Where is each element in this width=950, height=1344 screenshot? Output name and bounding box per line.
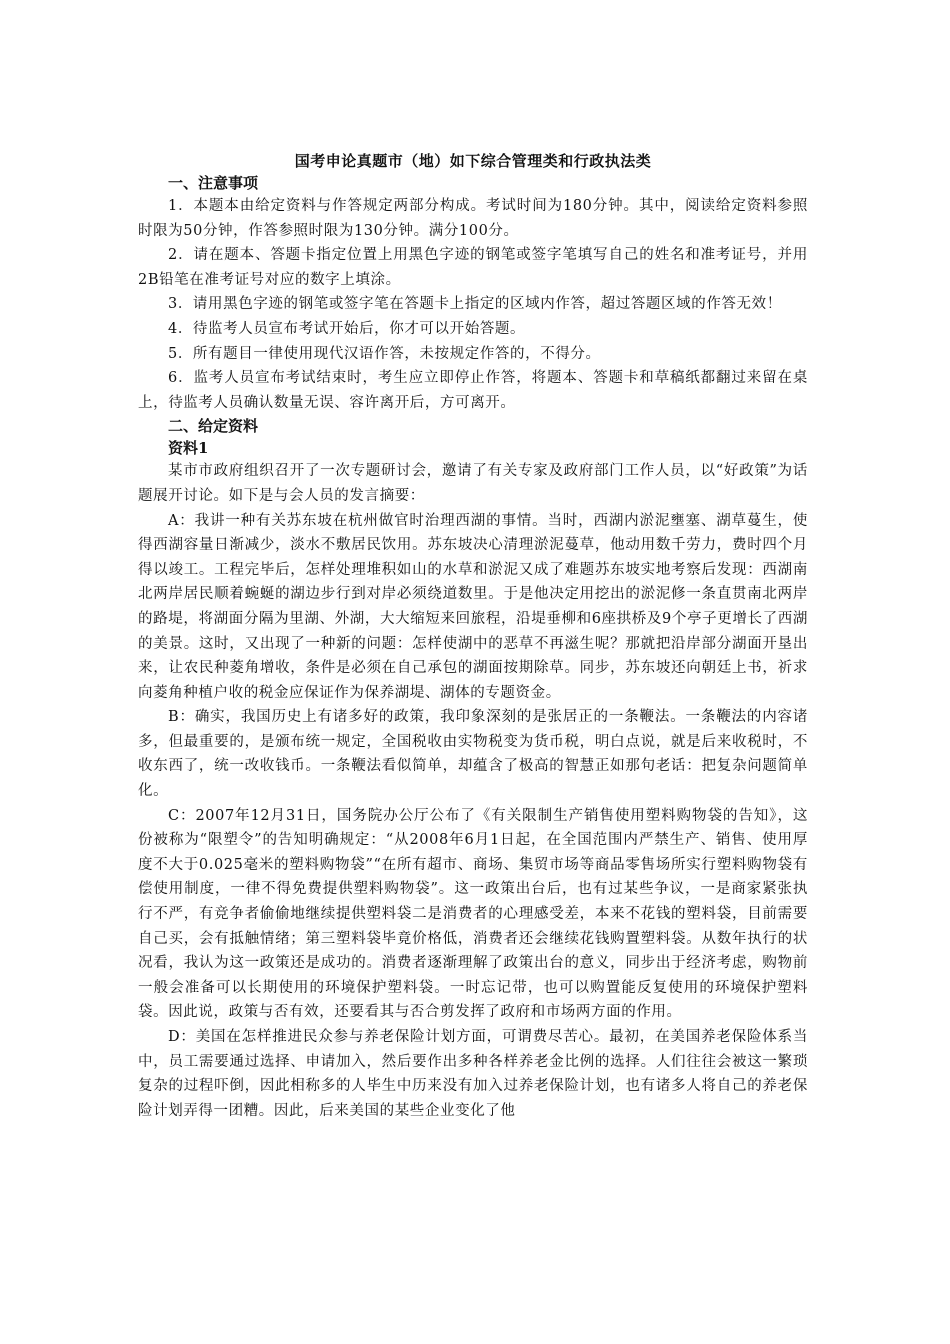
note-item: 4．待监考人员宣布考试开始后，你才可以开始答题。 (168, 320, 526, 337)
material-paragraph: C：2007年12月31日，国务院办公厅公布了《有关限制生产销售使用塑料购物袋的告知》，这份被称为“限塑令”的告知明确规定：“从2008年6月1日起，在全国范围内严禁生产、销售、使用厚度不大于0.025毫米的塑料购物袋”“在所有超市、商场、集贸市场等商品零售场所实行塑料购物袋有偿使用制度，一律不得免费提供塑料购物袋”。这一政策出台后，也有过某些争议，一是商家紧张执行不严，有竞争者偷偷地继续提供塑料袋二是消费者的心理感受差，本来不花钱的塑料袋，目前需要自己买，会有抵触情绪；第三塑料袋毕竟价格低，消费者还会继续花钱购置塑料袋。从数年执行的状况看，我认为这一政策还是成功的。消费者逐渐理解了政策出台的意义，同步出于经济考虑，购物前一般会准备可以长期使用的环境保护塑料袋。一时忘记带，也可以购置能反复使用的环境保护塑料袋。因此说，政策与否有效，还要看其与否合剪发挥了政府和市场两方面的作用。 (138, 807, 808, 1021)
note-item: 1．本题本由给定资料与作答规定两部分构成。考试时间为180分钟。其中，阅读给定资料参照时限为50分钟，作答参照时限为130分钟。满分100分。 (138, 198, 808, 239)
material-paragraph: D：美国在怎样推进民众参与养老保险计划方面，可谓费尽苦心。最初，在美国养老保险体系当中，员工需要通过选择、申请加入，然后要作出多种各样养老金比例的选择。人们往往会被这一繁琐复杂的过程吓倒，因此相称多的人毕生中历来没有加入过养老保险计划，也有诸多人将自己的养老保险计划弄得一团糟。因此，后来美国的某些企业变化了他 (138, 1029, 808, 1119)
material-paragraph: 某市市政府组织召开了一次专题研讨会，邀请了有关专家及政府部门工作人员，以“好政策”为话题展开讨论。如下是与会人员的发言摘要： (138, 463, 808, 504)
note-item: 5．所有题目一律使用现代汉语作答，未按规定作答的，不得分。 (168, 345, 601, 362)
material-paragraph: A：我讲一种有关苏东坡在杭州做官时治理西湖的事情。当时，西湖内淤泥壅塞、湖草蔓生，使得西湖容量日渐减少，淡水不敷居民饮用。苏东坡决心清理淤泥蔓草，他动用数千劳力，费时四个月得以竣工。工程完毕后，怎样处理堆积如山的水草和淤泥又成了难题苏东坡实地考察后发现：西湖南北两岸居民顺着蜿蜒的湖边步行到对岸必须绕道数里。于是他决定用挖出的淤泥修一条直贯南北两岸的路堤，将湖面分隔为里湖、外湖，大大缩短来回旅程，沿堤垂柳和6座拱桥及9个亭子更增长了西湖的美景。这时，又出现了一种新的问题：怎样使湖中的恶草不再滋生呢？那就把沿岸部分湖面开垦出来，让农民种菱角增收，条件是必须在自己承包的湖面按期除草。同步，苏东坡还向朝廷上书，祈求向菱角种植户收的税金应保证作为保养湖堤、湖体的专题资金。 (138, 512, 808, 701)
section-heading-materials: 二、给定资料 (168, 417, 259, 436)
document-page (138, 150, 808, 1123)
note-item: 3．请用黑色字迹的钢笔或签字笔在答题卡上指定的区域内作答，超过答题区域的作答无效！ (168, 296, 782, 313)
document-title: 国考申论真题市（地）如下综合管理类和行政执法类 (294, 152, 652, 170)
section-heading-notes: 一、注意事项 (168, 174, 259, 192)
material-heading: 资料1 (168, 439, 209, 458)
note-item: 2．请在题本、答题卡指定位置上用黑色字迹的钢笔或签字笔填写自己的姓名和准考证号，并用2B铅笔在准考证号对应的数字上填涂。 (138, 247, 808, 288)
note-item: 6．监考人员宣布考试结束时，考生应立即停止作答，将题本、答题卡和草稿纸都翻过来留在桌上，待监考人员确认数量无误、容许离开后，方可离开。 (138, 370, 808, 411)
material-paragraph: B：确实，我国历史上有诸多好的政策，我印象深刻的是张居正的一条鞭法。一条鞭法的内容诸多，但最重要的，是颁布统一规定，全国税收由实物税变为货币税，明白点说，就是后来收税时，不收东西了，统一改收钱币。一条鞭法看似简单，却蕴含了极高的智慧正如那句老话：把复杂问题简单化。 (138, 709, 808, 800)
